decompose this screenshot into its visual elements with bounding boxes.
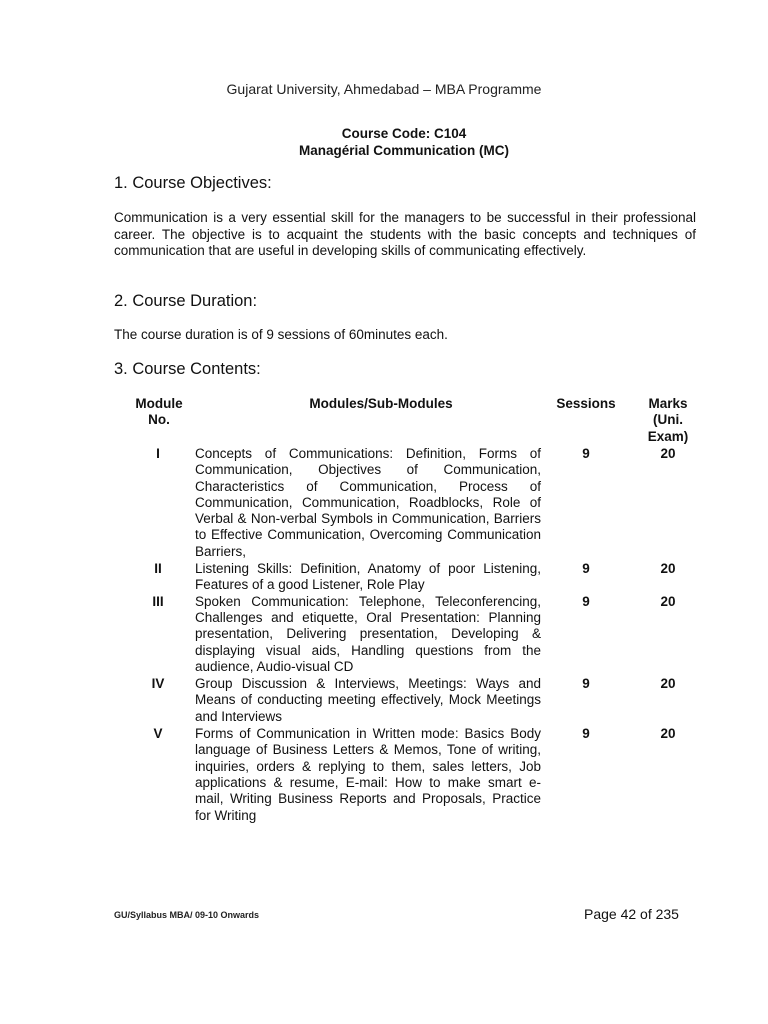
footer-syllabus-label: GU/Syllabus MBA/ 09-10 Onwards xyxy=(114,910,260,920)
page-header: Gujarat University, Ahmedabad – MBA Programme xyxy=(226,81,542,97)
header-module-no xyxy=(114,396,204,429)
module-marks: 20 xyxy=(660,561,676,577)
module-description: Listening Skills: Definition, Anatomy of poor Listening, Features of a good Listener, Role Play xyxy=(195,561,541,593)
module-number: I xyxy=(156,446,160,461)
objectives-text: Communication is a very essential skill for the managers to be successful in their professional career. The objective is to acquaint the students with the basic concepts and techniques of communication that are useful in developing skills of communicating effectively. xyxy=(114,210,696,258)
module-sessions: 9 xyxy=(582,446,590,461)
module-sessions: 9 xyxy=(582,593,590,609)
module-sessions: 9 xyxy=(582,561,590,577)
table-row xyxy=(114,726,704,824)
module-marks: 20 xyxy=(660,446,676,461)
header-sessions: Sessions xyxy=(556,396,616,411)
module-marks: 20 xyxy=(660,593,676,609)
module-description: Concepts of Communications: Definition, Forms of Communication, Objectives of Communication, Characteristics of Communication, Process of Communication, Communication, Roadblocks, Role of Verbal & Non-verbal Symbols in Communication, Barriers to Effective Communication, Overcoming Communication Barriers, xyxy=(195,446,541,559)
objectives-heading: 1. Course Objectives: xyxy=(114,174,272,192)
module-description: Group Discussion & Interviews, Meetings: Ways and Means of conducting meeting effectively, Mock Meetings and Interviews xyxy=(195,676,541,724)
course-code: Course Code: C104 xyxy=(341,126,467,141)
table-row xyxy=(114,561,704,594)
table-row xyxy=(114,594,704,675)
table-row xyxy=(114,676,704,725)
module-description: Spoken Communication: Telephone, Teleconferencing, Challenges and etiquette, Oral Presentation: Planning presentation, Delivering presentation, Developing & displaying visual aids, Handling questions from the audience, Audio-visual CD xyxy=(195,593,541,674)
course-title-block xyxy=(0,125,768,159)
module-sessions: 9 xyxy=(582,726,590,742)
module-marks: 20 xyxy=(660,676,676,692)
course-name: Managérial Communication (MC) xyxy=(298,143,509,158)
page-number: Page 42 of 235 xyxy=(584,906,679,922)
module-number: IV xyxy=(151,676,165,692)
header-marks-label: Marks (Uni. Exam) xyxy=(647,396,689,444)
module-number: V xyxy=(153,726,163,742)
module-sessions: 9 xyxy=(582,676,590,692)
header-module-label: Module No. xyxy=(135,396,183,428)
module-description: Forms of Communication in Written mode: Basics Body language of Business Letters & Memos, Tone of writing, inquiries, orders & replying to them, sales letters, Job applications & resume, E-mail: How to make smart e-mail, Writing Business Reports and Proposals, Practice for Writing xyxy=(195,726,541,823)
header-submodules: Modules/Sub-Modules xyxy=(309,396,453,411)
header-marks xyxy=(630,396,706,445)
course-contents-table xyxy=(114,396,704,824)
duration-heading: 2. Course Duration: xyxy=(114,292,258,310)
module-number: II xyxy=(154,561,162,577)
module-number: III xyxy=(152,593,164,609)
contents-heading: 3. Course Contents: xyxy=(114,360,261,378)
table-row xyxy=(114,446,704,560)
module-marks: 20 xyxy=(660,726,676,742)
duration-text: The course duration is of 9 sessions of 60minutes each. xyxy=(114,327,448,342)
table-header-row xyxy=(114,396,704,446)
